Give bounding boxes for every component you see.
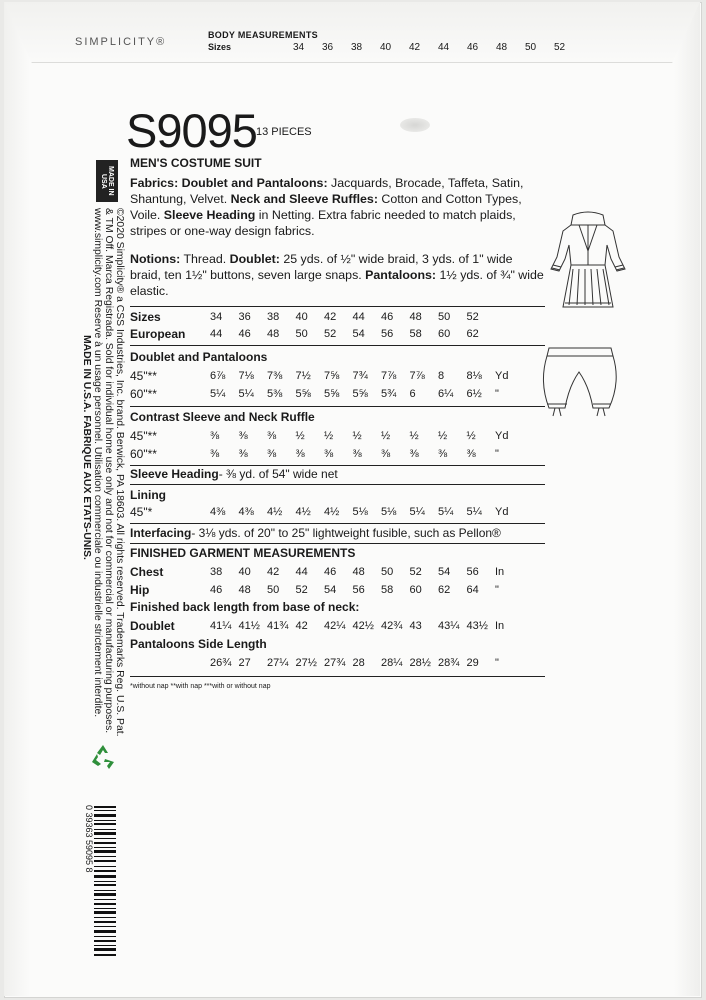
unit: Yd — [495, 430, 509, 442]
table-cell: 52 — [295, 584, 308, 596]
table-cell: 5⅝ — [352, 388, 368, 400]
legal-line-3: www.simplicity.com Reserve à un usage personnel. Utilisation commerciale ou industrielle strictement interdite. — [92, 208, 103, 718]
table-cell: 28¼ — [381, 657, 403, 669]
bm-size: 48 — [495, 42, 508, 53]
legal-line-4: MADE IN U.S.A. FABRIQUE AUX ETATS-UNIS. — [81, 335, 92, 560]
table-cell: ⅜ — [210, 430, 220, 442]
table-cell: ⅜ — [267, 430, 277, 442]
recycle-icon — [88, 742, 118, 772]
fabrics-text3: in Netting. Extra fabric needed to match plaids, stripes or one-way design fabrics. — [130, 208, 516, 238]
table-cell: 54 — [324, 584, 337, 596]
row-label: 45"** — [130, 369, 157, 383]
barcode-number: 0 39363 59095 8 — [84, 805, 94, 873]
unit: " — [495, 448, 499, 460]
table-cell: 6⅞ — [210, 370, 226, 382]
table-cell: 41½ — [238, 620, 260, 632]
bm-size: 40 — [379, 42, 392, 53]
table-cell: 40 — [295, 311, 308, 323]
table-cell: 5⅛ — [381, 506, 397, 518]
sleeve-heading-lead: Sleeve Heading — [163, 208, 256, 222]
table-cell: 48 — [409, 311, 422, 323]
table-cell: 5⅜ — [267, 388, 283, 400]
table-cell: 48 — [238, 584, 251, 596]
table-cell: 7⅞ — [381, 370, 397, 382]
table-cell: ½ — [466, 430, 476, 442]
contrast-ruffle-title: Contrast Sleeve and Neck Ruffle — [130, 410, 315, 424]
table-cell: 43½ — [466, 620, 488, 632]
envelope-right-flap — [674, 2, 700, 996]
table-rule — [130, 484, 545, 485]
table-row — [130, 582, 550, 598]
pieces-count: 13 PIECES — [256, 126, 312, 138]
table-cell: ½ — [438, 430, 448, 442]
table-cell: ⅜ — [238, 430, 248, 442]
table-cell: 4½ — [295, 506, 311, 518]
table-row — [130, 309, 550, 325]
table-cell: 42½ — [352, 620, 374, 632]
table-cell: 62 — [466, 328, 479, 340]
table-row — [130, 446, 550, 462]
unit: In — [495, 620, 505, 632]
table-cell: 4⅜ — [238, 506, 254, 518]
table-cell: 34 — [210, 311, 223, 323]
table-row — [130, 368, 550, 384]
notions-lead: Notions: — [130, 252, 181, 266]
neck-ruffle-lead: Neck and Sleeve Ruffles: — [230, 192, 378, 206]
table-cell: 7⅝ — [324, 370, 340, 382]
table-cell: ½ — [295, 430, 305, 442]
bm-size: 50 — [524, 42, 537, 53]
table-cell: ½ — [324, 430, 334, 442]
table-cell: ⅜ — [295, 448, 305, 460]
table-cell: 27¼ — [267, 657, 289, 669]
table-cell: 5¼ — [238, 388, 254, 400]
sleeve-heading-lead: Sleeve Heading — [130, 467, 219, 481]
table-cell: 5¼ — [438, 506, 454, 518]
table-cell: ½ — [409, 430, 419, 442]
table-cell: 28½ — [409, 657, 431, 669]
table-cell: 43 — [409, 620, 422, 632]
table-rule — [130, 543, 545, 544]
table-cell: 42 — [295, 620, 308, 632]
table-cell: ⅜ — [238, 448, 248, 460]
notions-text3: 1½ yds. of ¾" wide elastic. — [130, 268, 544, 298]
table-cell: 56 — [466, 566, 479, 578]
table-cell: 7⅞ — [409, 370, 425, 382]
table-cell: 7⅜ — [267, 370, 283, 382]
table-cell: 58 — [409, 328, 422, 340]
table-cell: 27¾ — [324, 657, 346, 669]
table-rule — [130, 676, 545, 677]
table-row — [130, 564, 550, 580]
bm-size: 46 — [466, 42, 479, 53]
interfacing-lead: Interfacing — [130, 526, 192, 540]
table-cell: 5⅝ — [295, 388, 311, 400]
fabrics-text2: Cotton and Cotton Types, Voile. — [130, 192, 522, 222]
table-cell: 6½ — [466, 388, 482, 400]
doublet-pantaloons-title: Doublet and Pantaloons — [130, 350, 268, 364]
table-cell: 48 — [352, 566, 365, 578]
fabrics-paragraph — [130, 175, 545, 239]
table-cell: 4½ — [267, 506, 283, 518]
table-cell: ⅜ — [438, 448, 448, 460]
table-cell: 43¼ — [438, 620, 460, 632]
table-row — [130, 618, 550, 634]
interfacing-line — [130, 526, 501, 540]
unit: " — [495, 584, 499, 596]
table-rule — [130, 345, 545, 346]
body-measurements-title: BODY MEASUREMENTS — [208, 30, 318, 40]
table-rule — [130, 465, 545, 466]
table-cell: 44 — [352, 311, 365, 323]
table-cell: 6¼ — [438, 388, 454, 400]
table-cell: 27½ — [295, 657, 317, 669]
table-rule — [130, 306, 545, 307]
table-cell: 5¾ — [381, 388, 397, 400]
table-cell: 4⅜ — [210, 506, 226, 518]
table-cell: 48 — [267, 328, 280, 340]
notions-text2: 25 yds. of ½" wide braid, 3 yds. of 1" wide braid, ten 1½" buttons, seven large snaps. — [130, 252, 513, 282]
unit: " — [495, 657, 499, 669]
table-cell: ⅜ — [381, 448, 391, 460]
bm-size: 34 — [292, 42, 305, 53]
bm-size: 44 — [437, 42, 450, 53]
sizes-label: Sizes — [130, 310, 161, 324]
table-cell: 41¼ — [210, 620, 232, 632]
fabrics-lead: Fabrics: Doublet and Pantaloons: — [130, 176, 328, 190]
table-cell: 46 — [324, 566, 337, 578]
envelope-top-flap — [4, 2, 700, 63]
bm-size: 36 — [321, 42, 334, 53]
sleeve-heading-text: - ⅜ yd. of 54" wide net — [218, 467, 338, 481]
table-cell: 5⅛ — [352, 506, 368, 518]
bm-size: 38 — [350, 42, 363, 53]
table-cell: 46 — [381, 311, 394, 323]
brand-logo-top: SIMPLICITY® — [75, 36, 167, 46]
interfacing-text: - 3⅛ yds. of 20" to 25" lightweight fusible, such as Pellon® — [191, 526, 501, 540]
fabrics-text1: Jacquards, Brocade, Taffeta, Satin, Shantung, Velvet. — [130, 176, 524, 206]
footnote: *without nap **with nap ***with or without nap — [130, 683, 271, 690]
table-cell: 62 — [438, 584, 451, 596]
row-label: 60"** — [130, 387, 157, 401]
table-cell: 44 — [295, 566, 308, 578]
pattern-code: S9095 — [126, 104, 257, 157]
table-cell: ⅜ — [352, 448, 362, 460]
table-cell: 50 — [438, 311, 451, 323]
table-cell: 7½ — [295, 370, 311, 382]
table-cell: 28 — [352, 657, 365, 669]
legal-line-1: ©2020 Simplicity® a CSS Industries, Inc. brand. Berwick, PA 18603. All rights reserved. Trademarks Reg. U.S. Pat. — [114, 208, 125, 737]
back-length-title: Finished back length from base of neck: — [130, 600, 360, 614]
table-cell: 40 — [238, 566, 251, 578]
table-cell: 50 — [295, 328, 308, 340]
body-measurements-sizes — [208, 42, 574, 53]
pattern-subtitle: MEN'S COSTUME SUIT — [130, 156, 262, 170]
table-cell: 8⅛ — [466, 370, 482, 382]
table-cell: 42 — [267, 566, 280, 578]
lining-title: Lining — [130, 488, 166, 502]
notions-doublet-lead: Doublet: — [229, 252, 280, 266]
table-cell: 26¾ — [210, 657, 232, 669]
unit: In — [495, 566, 505, 578]
table-cell: 42¾ — [381, 620, 403, 632]
table-cell: ⅜ — [409, 448, 419, 460]
table-row — [130, 386, 550, 402]
table-cell: 5⅝ — [324, 388, 340, 400]
table-cell: 56 — [352, 584, 365, 596]
table-cell: 4½ — [324, 506, 340, 518]
table-rule — [130, 406, 545, 407]
notions-text1: Thread. — [180, 252, 230, 266]
table-cell: 42¼ — [324, 620, 346, 632]
table-cell: 60 — [438, 328, 451, 340]
table-cell: 50 — [381, 566, 394, 578]
table-cell: 50 — [267, 584, 280, 596]
table-cell: 38 — [267, 311, 280, 323]
table-row — [130, 326, 550, 342]
table-cell: ⅜ — [267, 448, 277, 460]
unit: Yd — [495, 506, 509, 518]
table-cell: 5¼ — [466, 506, 482, 518]
table-cell: ⅜ — [210, 448, 220, 460]
made-in-usa-badge: MADE IN USA — [96, 160, 118, 202]
table-cell: ½ — [381, 430, 391, 442]
bm-size: 42 — [408, 42, 421, 53]
table-cell: 58 — [381, 584, 394, 596]
row-label: 45"* — [130, 505, 153, 519]
row-label: 60"** — [130, 447, 157, 461]
table-cell: 5¼ — [210, 388, 226, 400]
chest-label: Chest — [130, 565, 164, 579]
table-cell: 54 — [352, 328, 365, 340]
table-rule — [130, 523, 545, 524]
table-cell: 28¾ — [438, 657, 460, 669]
table-cell: ½ — [352, 430, 362, 442]
body-measurements-sizes-label: Sizes — [208, 42, 232, 52]
table-cell: 29 — [466, 657, 479, 669]
table-cell: 8 — [438, 370, 445, 382]
pantaloons-length-title: Pantaloons Side Length — [130, 637, 267, 651]
table-row — [130, 655, 550, 671]
table-cell: 7¾ — [352, 370, 368, 382]
table-cell: 27 — [238, 657, 251, 669]
table-cell: 52 — [409, 566, 422, 578]
doublet-sketch-icon — [543, 207, 633, 317]
table-cell: 46 — [238, 328, 251, 340]
table-cell: 36 — [238, 311, 251, 323]
table-cell: 5¼ — [409, 506, 425, 518]
table-cell: ⅜ — [466, 448, 476, 460]
bm-size: 52 — [553, 42, 566, 53]
table-cell: 52 — [324, 328, 337, 340]
table-cell: 46 — [210, 584, 223, 596]
envelope-left-flap — [4, 2, 30, 996]
table-cell: 56 — [381, 328, 394, 340]
doublet-label: Doublet — [130, 619, 175, 633]
punch-hole — [400, 118, 430, 132]
sleeve-heading-line — [130, 467, 338, 481]
table-cell: 54 — [438, 566, 451, 578]
european-label: European — [130, 327, 186, 341]
table-cell: 42 — [324, 311, 337, 323]
table-row — [130, 504, 550, 520]
pantaloons-sketch-icon — [535, 342, 625, 427]
table-cell: ⅜ — [324, 448, 334, 460]
hip-label: Hip — [130, 583, 150, 597]
table-cell: 52 — [466, 311, 479, 323]
table-cell: 7⅛ — [238, 370, 254, 382]
table-cell: 60 — [409, 584, 422, 596]
unit: Yd — [495, 370, 509, 382]
notions-pant-lead: Pantaloons: — [365, 268, 437, 282]
notions-paragraph — [130, 251, 545, 299]
finished-measurements-title: FINISHED GARMENT MEASUREMENTS — [130, 546, 356, 560]
table-cell: 6 — [409, 388, 416, 400]
table-cell: 64 — [466, 584, 479, 596]
table-row — [130, 428, 550, 444]
row-label: 45"** — [130, 429, 157, 443]
table-cell: 38 — [210, 566, 223, 578]
unit: " — [495, 388, 499, 400]
table-cell: 44 — [210, 328, 223, 340]
legal-line-2: & TM Off. Marca Registrada. Sold for individual home use only and not for commercial or manufacturing purposes. — [103, 208, 114, 734]
table-cell: 41¾ — [267, 620, 289, 632]
